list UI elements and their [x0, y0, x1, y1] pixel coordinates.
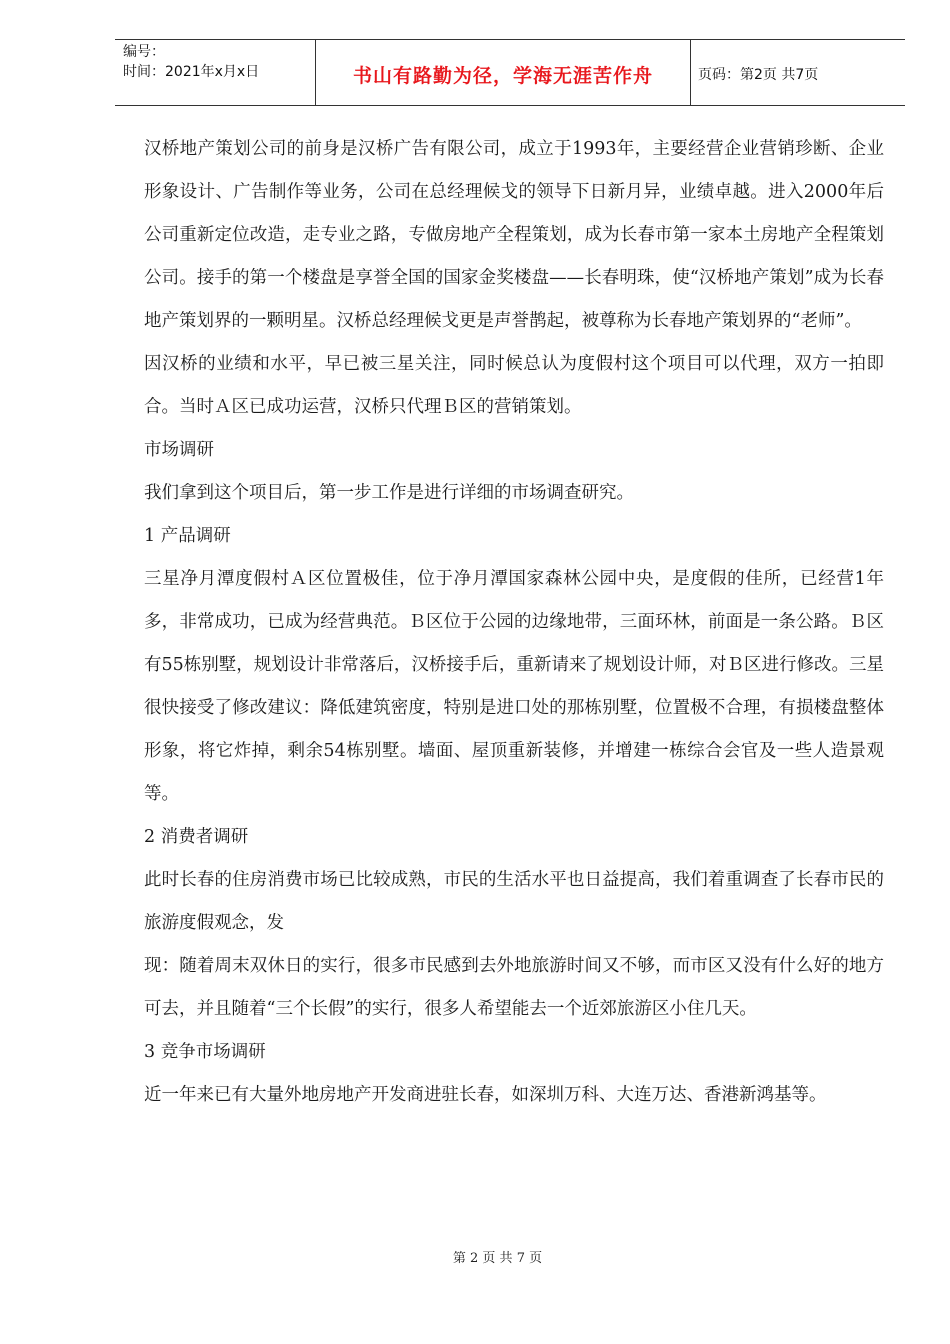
header-page-info: 页码：第2页 共7页 [698, 67, 819, 83]
subheading-product-research: 1 产品调研 [144, 526, 231, 546]
subheading-consumer-research: 2 消费者调研 [144, 827, 249, 847]
document-body [144, 128, 884, 1117]
header-motto: 书山有路勤为径，学海无涯苦作舟 [352, 65, 653, 87]
document-time-label: 时间：2021年x月x日 [123, 64, 260, 80]
paragraph-consumer-research-1: 此时长春的住房消费市场已比较成熟，市民的生活水平也日益提高，我们着重调查了长春市民的旅游度假观念，发 [144, 870, 884, 933]
paragraph-research-intro: 我们拿到这个项目后，第一步工作是进行详细的市场调查研究。 [144, 483, 634, 503]
header-meta [123, 42, 259, 82]
paragraph-consumer-research-2: 现：随着周末双休日的实行，很多市民感到去外地旅游时间又不够，而市区又没有什么好的地方可去，并且随着“三个长假”的实行，很多人希望能去一个近郊旅游区小住几天。 [144, 956, 884, 1019]
document-number-label: 编号： [123, 44, 165, 60]
subheading-competition-research: 3 竞争市场调研 [144, 1042, 266, 1062]
paragraph-product-research: 三星净月潭度假村Ａ区位置极佳，位于净月潭国家森林公园中央，是度假的佳所，已经营1年多，非常成功，已成为经营典范。Ｂ区位于公园的边缘地带，三面环林，前面是一条公路。Ｂ区有55栋别墅，规划设计非常落后，汉桥接手后，重新请来了规划设计师，对Ｂ区进行修改。三星很快接受了修改建议：降低建筑密度，特别是进口处的那栋别墅，位置极不合理，有损楼盘整体形象，将它炸掉，剩余54栋别墅。墙面、屋顶重新装修，并增建一栋综合会官及一些人造景观等。 [144, 569, 884, 804]
page-footer: 第 2 页 共 7 页 [452, 1251, 543, 1266]
paragraph-competition-research: 近一年来已有大量外地房地产开发商进驻长春，如深圳万科、大连万达、香港新鸿基等。 [144, 1085, 827, 1105]
paragraph-partnership: 因汉桥的业绩和水平，早已被三星关注，同时候总认为度假村这个项目可以代理，双方一拍即合。当时Ａ区已成功运营，汉桥只代理Ｂ区的营销策划。 [144, 354, 884, 417]
header-divider [690, 40, 691, 106]
paragraph-company-history: 汉桥地产策划公司的前身是汉桥广告有限公司，成立于1993年，主要经营企业营销珍断、企业形象设计、广告制作等业务，公司在总经理候戈的领导下日新月异，业绩卓越。进入2000年后公司重新定位改造，走专业之路，专做房地产全程策划，成为长春市第一家本土房地产全程策划公司。接手的第一个楼盘是享誉全国的国家金奖楼盘——长春明珠，使“汉桥地产策划”成为长春地产策划界的一颗明星。汉桥总经理候戈更是声誉鹊起，被尊称为长春地产策划界的“老师”。 [144, 139, 884, 331]
section-heading-market-research: 市场调研 [144, 440, 214, 460]
page-header [115, 39, 905, 106]
